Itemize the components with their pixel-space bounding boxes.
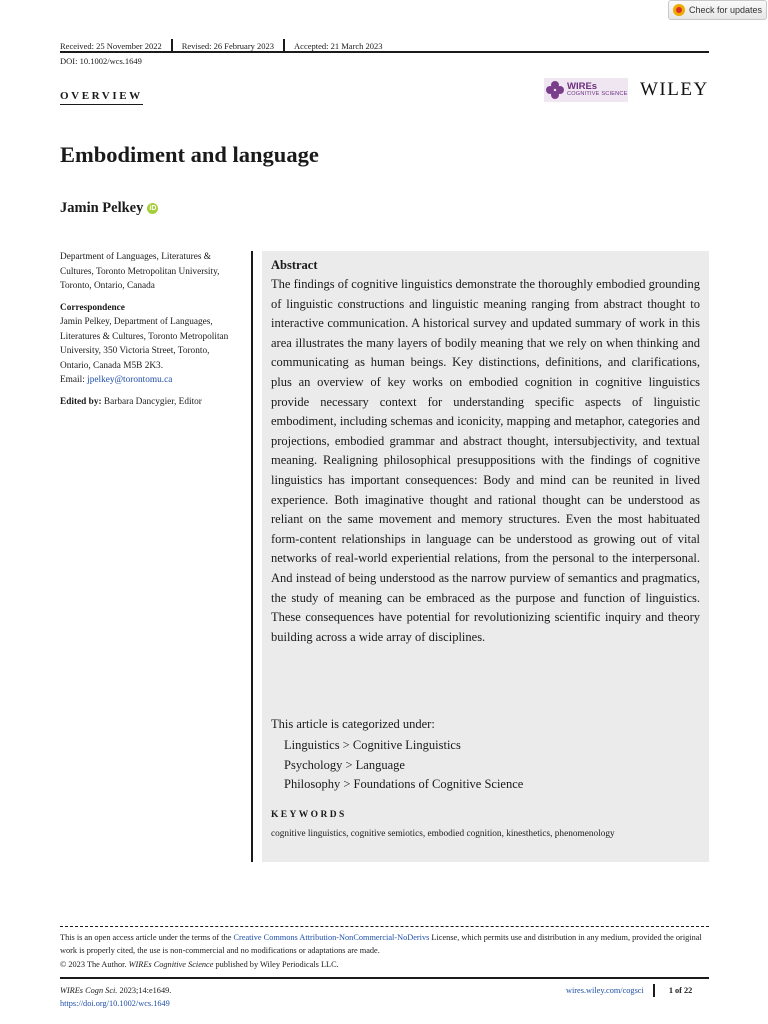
abstract-heading: Abstract	[271, 258, 318, 272]
license-post: License, which permits use and distribution in any medium, provided the original work is properly cited, the use is non-commercial and no modifications or adaptations are made.	[60, 933, 702, 956]
citation-line	[60, 984, 171, 997]
check-for-updates-button[interactable]	[668, 0, 767, 20]
category-item: Psychology > Language	[284, 757, 405, 772]
copyright-pre: © 2023 The Author.	[60, 959, 129, 969]
abstract-side-rule	[251, 251, 253, 862]
license-pre: This is an open access article under the terms of the	[60, 933, 234, 942]
copyright-post: published by Wiley Periodicals LLC.	[213, 959, 339, 969]
footnote-rule	[60, 926, 709, 927]
received-date: Received: 25 November 2022	[60, 41, 162, 51]
wiley-logo: WILEY	[640, 79, 709, 100]
category-list	[284, 736, 523, 795]
citation-block	[60, 984, 171, 1010]
logo-line-1: WIREs	[567, 81, 598, 93]
author-line	[60, 200, 158, 217]
citation-journal: WIREs Cogn Sci.	[60, 986, 118, 995]
journal-site-link[interactable]: wires.wiley.com/cogsci	[566, 986, 644, 995]
email-label: Email:	[60, 375, 88, 385]
page-number: 1 of 22	[668, 986, 693, 995]
header-rule	[60, 51, 709, 53]
author-info-sidebar	[60, 250, 242, 409]
wires-cognitive-science-logo	[544, 78, 628, 102]
keywords-text: cognitive linguistics, cognitive semiotics, embodied cognition, kinesthetics, phenomenology	[271, 829, 615, 839]
correspondence-text: Jamin Pelkey, Department of Languages, Literatures & Cultures, Toronto Metropolitan University, 350 Victoria Street, Toronto, Ontario, Canada M5B 2K3.	[60, 317, 229, 371]
footer-rule	[60, 977, 709, 979]
category-item: Linguistics > Cognitive Linguistics	[284, 738, 461, 752]
accepted-date: Accepted: 21 March 2023	[294, 41, 383, 51]
keywords-heading: KEYWORDS	[271, 810, 347, 820]
article-title: Embodiment and language	[60, 142, 319, 167]
doi-text: DOI: 10.1002/wcs.1649	[60, 56, 142, 66]
edited-by-name: Barbara Dancygier, Editor	[101, 396, 202, 407]
license-text	[60, 931, 709, 971]
email-line	[60, 373, 242, 388]
section-label: OVERVIEW	[60, 90, 143, 105]
email-link[interactable]: jpelkey@torontomu.ca	[87, 375, 173, 385]
wires-flower-icon	[546, 81, 564, 99]
copyright-journal: WIREs Cognitive Science	[128, 959, 214, 969]
categorized-under-intro: This article is categorized under:	[271, 717, 435, 731]
revised-date: Revised: 26 February 2023	[181, 41, 275, 51]
edited-by-label: Edited by:	[60, 396, 102, 407]
abstract-body: The findings of cognitive linguistics demonstrate the thoroughly embodied grounding of linguistic constructions and linguistic meaning ranging from abstract thought to interactive communication. A historical survey and updated summary of work in this area illustrates the many layers of bodily meaning that we rely on when thinking and communicating as human beings. Key distinctions, definitions, and clarifications, plus an overview of key works on embodied cognition in cognitive linguistics provide necessary context for understanding specific aspects of linguistic embodiment, including schemas and iconicity, mapping and metaphor, categories and projections, embodied grammar and abstract thought, intersubjectivity, and textual meaning. Realigning philosophical presuppositions with the findings of cognitive linguistics has important consequences: Body and mind can be reunited in lived experience. Both imaginative thought and rational thought can be understood as reliant on the same movement and memory structures. Even the most habituated form-content relationships in language can be understood as growing out of vital networks of real-world experiential relations, from the personal to the interpersonal. And instead of being understood as the narrow purview of semantics and pragmatics, the study of meaning can be embraced as the purpose and function of linguistics. These consequences have potential for revolutionizing scientific inquiry and theory building across a wide array of disciplines.	[271, 277, 700, 644]
check-for-updates-label: Check for updates	[689, 5, 763, 15]
citation-rest: 2023;14:e1649.	[117, 986, 172, 995]
doi-link[interactable]: https://doi.org/10.1002/wcs.1649	[60, 999, 170, 1008]
crossmark-icon	[673, 4, 685, 16]
correspondence-heading: Correspondence	[60, 302, 125, 313]
footer-right	[566, 984, 692, 997]
orcid-icon[interactable]: iD	[149, 205, 157, 212]
edited-by-line	[60, 395, 242, 410]
affiliation: Department of Languages, Literatures & Cultures, Toronto Metropolitan University, Toronto, Ontario, Canada	[60, 252, 220, 291]
divider	[653, 984, 655, 997]
license-link[interactable]: Creative Commons Attribution-NonCommercial-NoDerivs	[233, 933, 430, 942]
author-name[interactable]: Jamin Pelkey	[60, 200, 144, 216]
logo-line-2: COGNITIVE SCIENCE	[567, 90, 628, 97]
category-item: Philosophy > Foundations of Cognitive Science	[284, 777, 524, 792]
